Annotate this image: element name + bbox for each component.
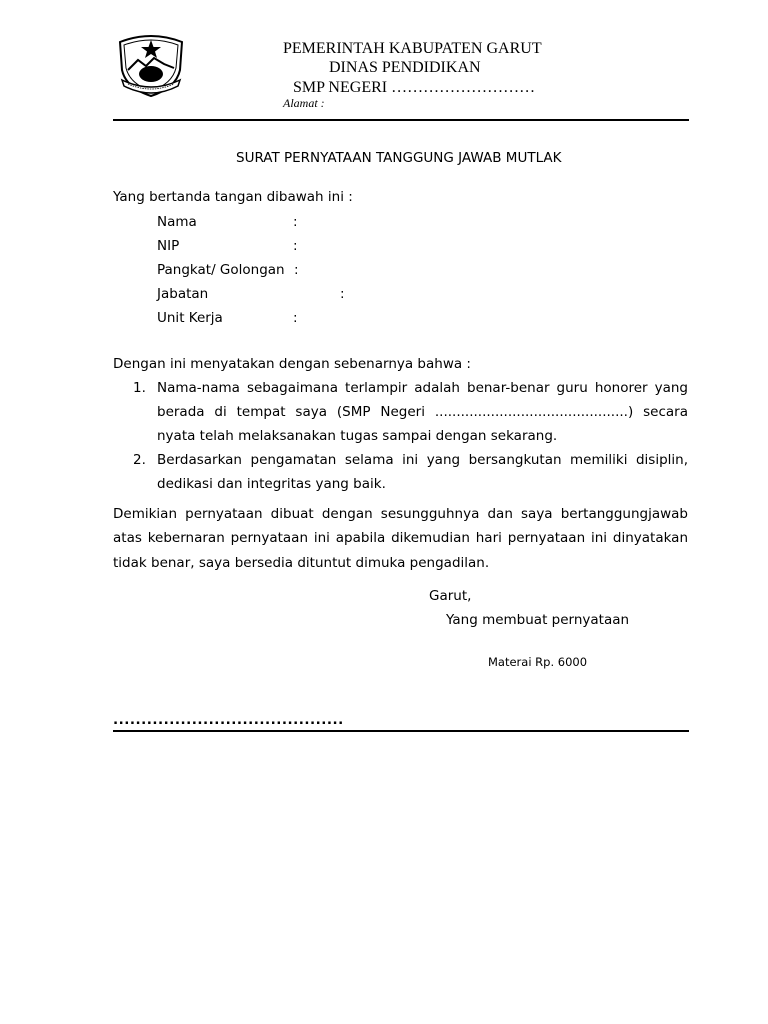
field-label-jabatan: Jabatan <box>157 286 209 302</box>
point-text-2: Berdasarkan pengamatan selama ini yang bersangkutan memiliki disiplin, dedikasi dan integritas yang baik. <box>157 452 688 492</box>
signature-name-line: ......................................... <box>113 712 344 728</box>
letterhead-office: DINAS PENDIDIKAN <box>329 59 481 76</box>
document-title: SURAT PERNYATAAN TANGGUNG JAWAB MUTLAK <box>236 150 562 166</box>
signature-place: Garut, <box>429 588 472 604</box>
field-colon-unit-kerja: : <box>293 310 298 326</box>
field-label-pangkat: Pangkat/ Golongan <box>157 262 285 278</box>
field-colon-jabatan: : <box>340 286 345 302</box>
point-number-2: 2. <box>133 452 146 468</box>
stamp-duty-label: Materai Rp. 6000 <box>488 655 588 669</box>
signature-divider <box>113 730 689 732</box>
letterhead-divider <box>113 119 689 121</box>
field-label-nip: NIP <box>157 238 180 254</box>
intro-text: Yang bertanda tangan dibawah ini : <box>113 189 353 205</box>
garut-regency-crest-icon <box>116 30 186 100</box>
field-colon-nip: : <box>293 238 298 254</box>
field-colon-pangkat: : <box>294 262 299 278</box>
field-label-unit-kerja: Unit Kerja <box>157 310 223 326</box>
point-text-1: Nama-nama sebagaimana terlampir adalah benar-benar guru honorer yang berada di tempat saya (SMP Negeri .............................................) secara nyata telah melaksanakan tugas sampai dengan sekarang. <box>157 380 688 444</box>
statement-intro: Dengan ini menyatakan dengan sebenarnya bahwa : <box>113 356 471 372</box>
signature-maker: Yang membuat pernyataan <box>446 612 630 628</box>
point-number-1: 1. <box>133 380 146 396</box>
letterhead-government: PEMERINTAH KABUPATEN GARUT <box>283 40 542 57</box>
field-colon-nama: : <box>293 214 298 230</box>
field-label-nama: Nama <box>157 214 197 230</box>
letterhead-school: SMP NEGERI ……………………… <box>293 79 536 96</box>
closing-paragraph: Demikian pernyataan dibuat dengan sesungguhnya dan saya bertanggungjawab atas kebernaran pernyataan ini apabila dikemudian hari pernyataan ini dinyatakan tidak benar, saya bersedia dituntut dimuka pengadilan. <box>113 506 688 571</box>
letterhead-address-label: Alamat : <box>283 96 325 110</box>
